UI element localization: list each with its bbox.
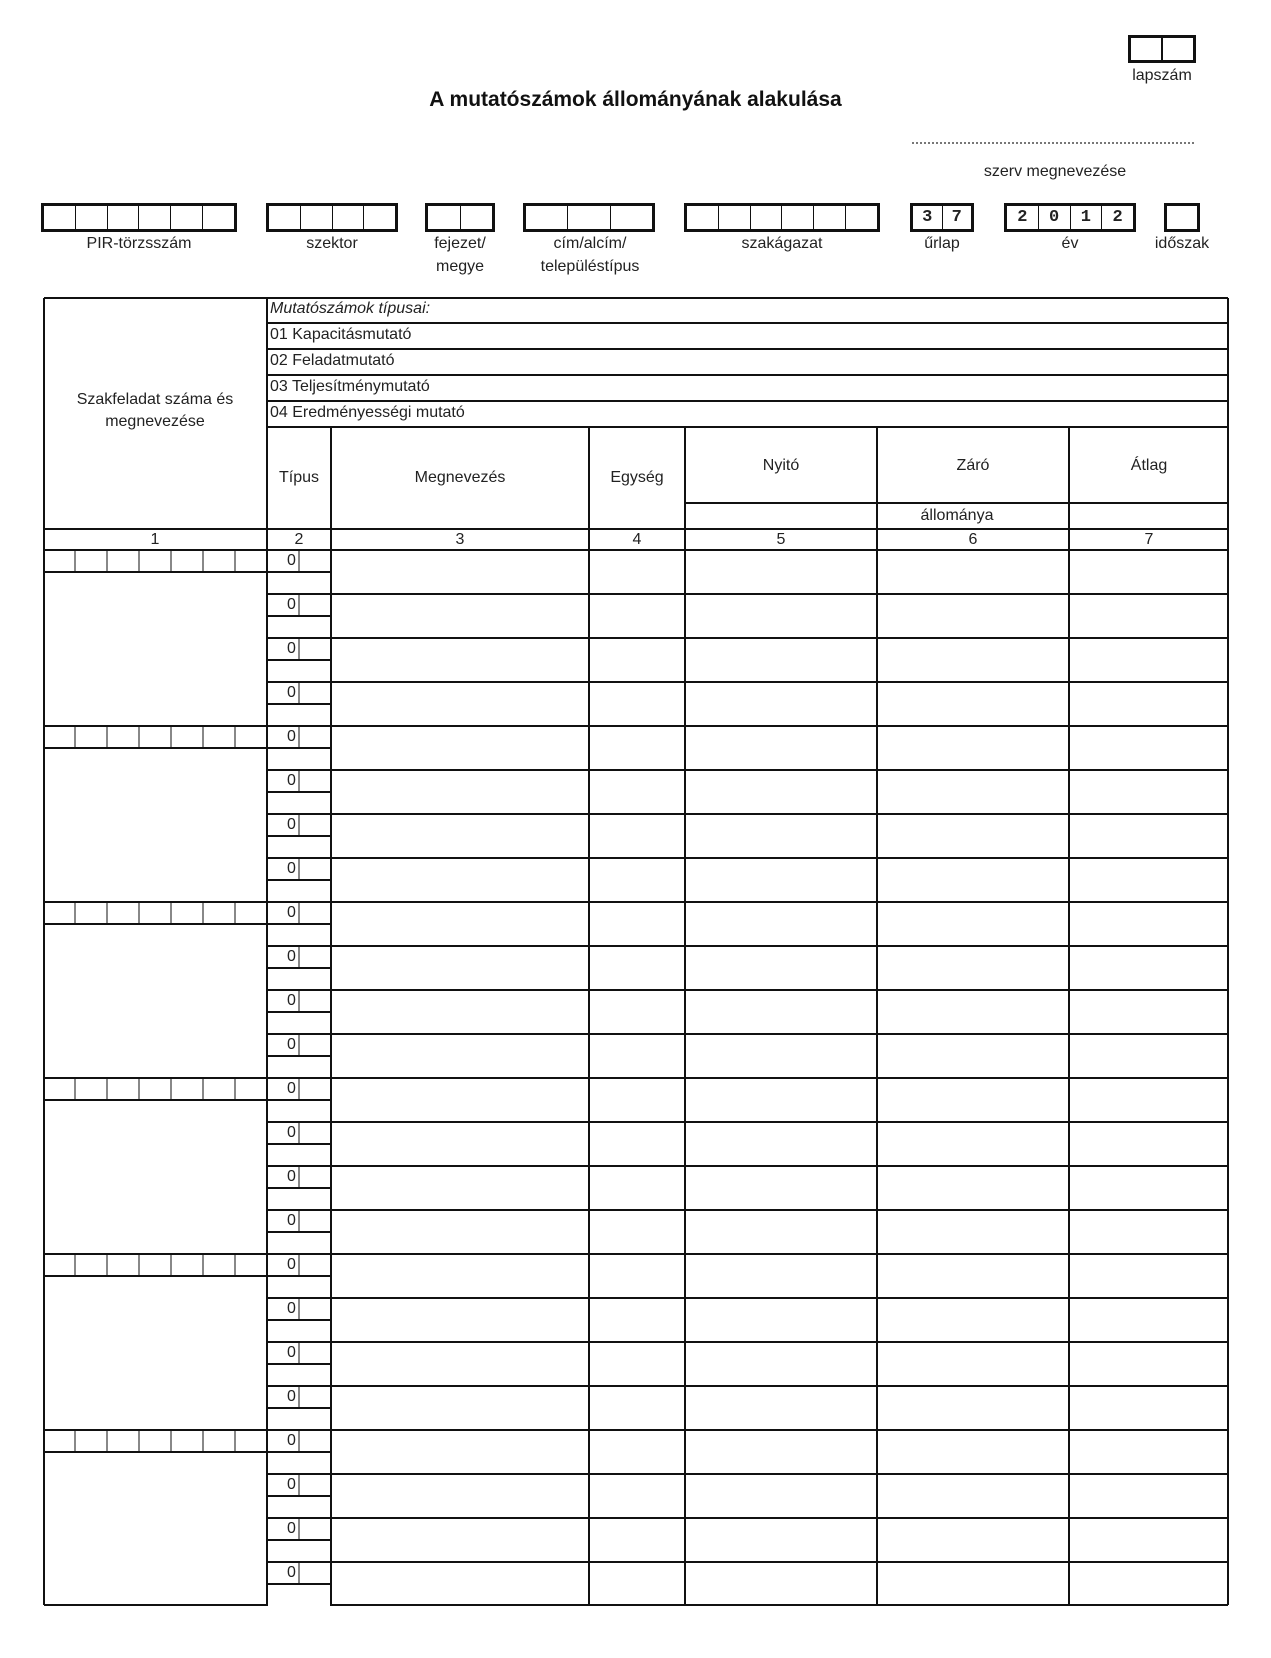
page-title: A mutatószámok állományának alakulása xyxy=(429,88,842,111)
code-label-4: szakágazat xyxy=(741,235,823,252)
indicator-table xyxy=(43,297,1229,1606)
code-box-5[interactable] xyxy=(910,203,974,232)
code-cell[interactable] xyxy=(76,206,108,229)
code-cell[interactable] xyxy=(428,206,461,229)
type-prefix: 0 xyxy=(287,684,296,701)
col-number-2: 2 xyxy=(294,531,304,548)
type-prefix: 0 xyxy=(287,904,296,921)
code-label-6: év xyxy=(1061,235,1079,252)
type-prefix: 0 xyxy=(287,1256,296,1273)
col-number-1: 1 xyxy=(150,531,160,548)
code-cell[interactable] xyxy=(611,206,652,229)
type-prefix: 0 xyxy=(287,728,296,745)
type-prefix: 0 xyxy=(287,640,296,657)
col-number-5: 5 xyxy=(776,531,786,548)
col-egyseg-header: Egység xyxy=(610,469,664,486)
col-number-4: 4 xyxy=(632,531,642,548)
code-cell[interactable] xyxy=(526,206,568,229)
code-cell[interactable] xyxy=(269,206,301,229)
code-cell[interactable] xyxy=(461,206,493,229)
lapszam-box[interactable] xyxy=(1128,35,1196,63)
type-prefix: 0 xyxy=(287,1520,296,1537)
code-box-4[interactable] xyxy=(684,203,880,232)
code-cell[interactable] xyxy=(814,206,846,229)
col-number-3: 3 xyxy=(455,531,465,548)
code-cell[interactable] xyxy=(568,206,610,229)
type-prefix: 0 xyxy=(287,1388,296,1405)
type-prefix: 0 xyxy=(287,1432,296,1449)
type-prefix: 0 xyxy=(287,1564,296,1581)
type-01: 01 Kapacitásmutató xyxy=(270,326,412,343)
code-cell[interactable] xyxy=(44,206,76,229)
type-02: 02 Feladatmutató xyxy=(270,352,395,369)
col-megnevezes-header: Megnevezés xyxy=(414,469,506,486)
code-cell[interactable] xyxy=(1167,206,1197,229)
code-cell[interactable] xyxy=(171,206,203,229)
type-prefix: 0 xyxy=(287,992,296,1009)
type-prefix: 0 xyxy=(287,860,296,877)
code-cell[interactable]: 1 xyxy=(1071,206,1103,229)
code-cell[interactable] xyxy=(301,206,333,229)
code-cell[interactable] xyxy=(782,206,814,229)
type-prefix: 0 xyxy=(287,772,296,789)
code-label-0: PIR-törzsszám xyxy=(86,235,192,252)
col-atlag-header: Átlag xyxy=(1130,457,1168,474)
code-box-2[interactable] xyxy=(425,203,495,232)
code-box-0[interactable] xyxy=(41,203,237,232)
left-header: Szakfeladat száma és megnevezése xyxy=(76,391,234,430)
type-04: 04 Eredményességi mutató xyxy=(270,404,465,421)
code-cell[interactable]: 7 xyxy=(951,208,962,227)
code-cell[interactable] xyxy=(364,206,395,229)
code-cell[interactable] xyxy=(846,206,877,229)
type-prefix: 0 xyxy=(287,1168,296,1185)
type-prefix: 0 xyxy=(287,552,296,569)
code-cell[interactable] xyxy=(203,206,234,229)
table-grid xyxy=(43,297,1229,1606)
code-cell[interactable]: 2 xyxy=(1007,206,1039,229)
szerv-dotted-line[interactable] xyxy=(912,142,1194,144)
allomanya-label: állománya xyxy=(920,507,994,524)
col-tipus-header: Típus xyxy=(278,469,319,486)
type-prefix: 0 xyxy=(287,948,296,965)
type-prefix: 0 xyxy=(287,1212,296,1229)
col-nyito-header: Nyitó xyxy=(762,457,800,474)
type-03: 03 Teljesítménymutató xyxy=(270,378,430,395)
code-cell[interactable]: 0 xyxy=(1039,206,1071,229)
type-prefix: 0 xyxy=(287,816,296,833)
type-prefix: 0 xyxy=(287,1476,296,1493)
code-cell[interactable]: 3 xyxy=(913,206,943,229)
lapszam-label: lapszám xyxy=(1132,67,1192,84)
code-label-7: időszak xyxy=(1154,235,1210,252)
szerv-label: szerv megnevezése xyxy=(983,163,1127,180)
code-cell[interactable] xyxy=(687,206,719,229)
type-prefix: 0 xyxy=(287,1080,296,1097)
code-box-3[interactable] xyxy=(523,203,655,232)
code-label-1: szektor xyxy=(306,235,358,252)
type-prefix: 0 xyxy=(287,596,296,613)
code-label-2: fejezet/ megye xyxy=(434,235,486,275)
code-cell[interactable] xyxy=(333,206,365,229)
col-number-7: 7 xyxy=(1144,531,1154,548)
col-zaro-header: Záró xyxy=(956,457,990,474)
code-label-3: cím/alcím/ településtípus xyxy=(540,235,640,275)
code-cell[interactable] xyxy=(139,206,171,229)
code-cell[interactable] xyxy=(108,206,140,229)
type-prefix: 0 xyxy=(287,1344,296,1361)
code-label-5: űrlap xyxy=(924,235,960,252)
code-box-7[interactable] xyxy=(1164,203,1200,232)
col-number-6: 6 xyxy=(968,531,978,548)
code-cell[interactable]: 2 xyxy=(1112,208,1123,227)
type-prefix: 0 xyxy=(287,1300,296,1317)
type-prefix: 0 xyxy=(287,1036,296,1053)
code-box-1[interactable] xyxy=(266,203,398,232)
code-box-6[interactable] xyxy=(1004,203,1136,232)
types-title: Mutatószámok típusai: xyxy=(270,300,431,317)
code-cell[interactable] xyxy=(751,206,783,229)
code-cell[interactable] xyxy=(719,206,751,229)
type-prefix: 0 xyxy=(287,1124,296,1141)
